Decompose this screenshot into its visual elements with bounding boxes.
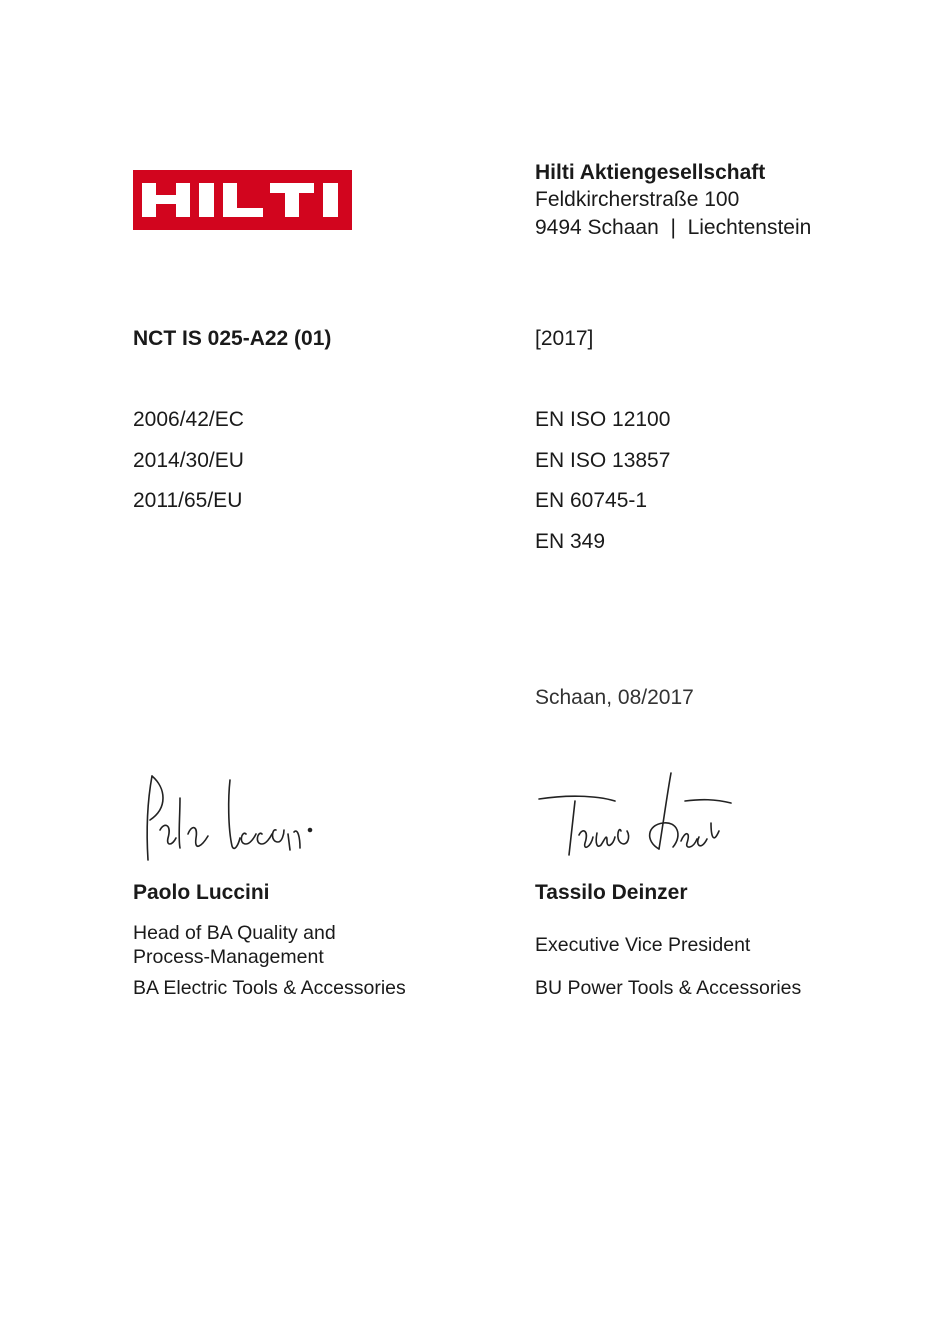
left-signatory-unit: BA Electric Tools & Accessories [133,977,406,999]
place-date: Schaan, 08/2017 [535,686,694,709]
standard-item: EN 349 [535,529,606,553]
right-signatory-unit: BU Power Tools & Accessories [535,977,802,999]
right-signatory-name: Tassilo Deinzer [535,881,688,904]
right-signature [535,765,735,870]
hilti-logo-wordmark [133,170,352,230]
hilti-logo [133,170,352,230]
standard-item: EN ISO 13857 [535,448,671,472]
left-signatory-title-line-2: Process-Management [133,946,324,968]
right-signatory-title: Executive Vice President [535,934,751,956]
left-signatory-name: Paolo Luccini [133,881,270,904]
document-year: [2017] [535,327,594,350]
standard-item: EN 60745-1 [535,489,648,512]
left-signature [138,768,318,873]
company-name: Hilti Aktiengesellschaft [535,161,766,184]
document-number: NCT IS 025-A22 (01) [133,327,332,350]
directive-item: 2006/42/EC [133,408,244,431]
standard-item: EN ISO 12100 [535,408,671,431]
directive-item: 2014/30/EU [133,448,244,472]
company-city-country: 9494 Schaan | Liechtenstein [535,216,812,239]
directive-item: 2011/65/EU [133,489,243,512]
directives-list [133,408,244,530]
company-street: Feldkircherstraße 100 [535,188,740,211]
standards-list [535,408,670,570]
left-signatory-title-line-1: Head of BA Quality and [133,922,336,944]
